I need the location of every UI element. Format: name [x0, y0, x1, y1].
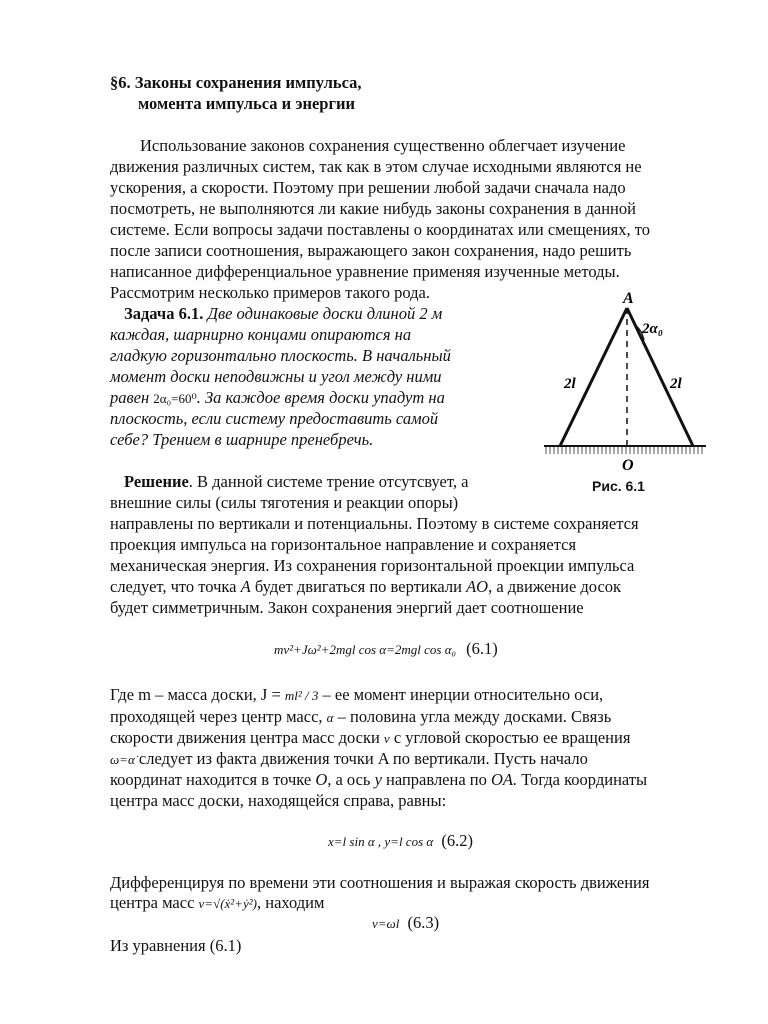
- text-line: центра масс доски, находящейся справа, равны:: [110, 791, 447, 810]
- equation-6-1-number: (6.1): [466, 639, 498, 658]
- problem-line: [110, 387, 445, 409]
- inertia-math: ml² / 3: [284, 688, 319, 703]
- text-line: Из уравнения (6.1): [110, 936, 242, 955]
- text: – половина угла между досками. Связь: [333, 707, 612, 726]
- text: направлена по: [381, 770, 491, 789]
- label-left-length: 2l: [564, 376, 576, 392]
- equation-6-3-number: (6.3): [407, 913, 440, 932]
- intro-line: после записи соотношения, выражающего закон сохранения, надо решить: [110, 241, 632, 260]
- solution-text: а движение досок: [492, 577, 622, 596]
- equation-6-3-math: v=ωl: [372, 916, 400, 931]
- v-math: v: [383, 731, 390, 746]
- text-line: [110, 706, 611, 728]
- problem-line: плоскость, если систему предоставить самой: [110, 409, 439, 428]
- figure-caption: Рис. 6.1: [592, 478, 645, 494]
- solution-text: будет двигаться по вертикали: [250, 577, 467, 596]
- text: проходящей через центр масс,: [110, 707, 327, 726]
- problem-label: Задача 6.1.: [124, 304, 204, 323]
- text: – ее момент инерции относительно оси,: [318, 685, 604, 704]
- text: скорости движения центра масс доски: [110, 728, 384, 747]
- problem-text: . За каждое время доски упадут на: [196, 388, 445, 407]
- problem-line: каждая, шарнирно концами опираются на: [110, 325, 412, 344]
- problem-text: равен: [110, 388, 154, 407]
- problem-text: Две одинаковые доски длиной 2 м: [207, 304, 443, 323]
- text: Тогда координаты: [517, 770, 648, 789]
- omega-math: ω=α̇: [110, 752, 135, 767]
- intro-line: написанное дифференциальное уравнение применяя изученные методы.: [110, 262, 620, 281]
- equation-6-1-math: mv²+Jω²+2mgl cos α=2mgl cos α₀: [274, 642, 457, 657]
- section-title-line2: момента импульса и энергии: [138, 94, 355, 113]
- text: центра масс: [110, 893, 199, 912]
- text: а ось: [331, 770, 375, 789]
- intro-line: посмотреть, не выполняются ли какие нибудь законы сохранения в данной: [110, 199, 636, 218]
- intro-line: системе. Если вопросы задачи поставлены о координатах или смещениях, то: [110, 220, 650, 239]
- axis-ao-ref: AO,: [466, 577, 493, 596]
- problem-line: себе? Трением в шарнире пренебречь.: [110, 430, 374, 449]
- text-line: [110, 769, 647, 790]
- text: координат находится в точке: [110, 770, 316, 789]
- point-a-ref: A: [240, 577, 251, 596]
- text: с угловой скоростью ее вращения: [389, 728, 631, 747]
- velocity-math: v=√(ẋ²+ẏ²): [198, 896, 257, 911]
- equation-6-2: [328, 831, 473, 851]
- text: следует из факта движения точки A по вертикали. Пусть начало: [134, 749, 588, 768]
- problem-angle-math: 2α₀=60⁰: [153, 391, 197, 406]
- text-line: [110, 684, 603, 706]
- label-a: A: [623, 290, 634, 307]
- figure-boards-triangle: [540, 288, 710, 478]
- section-title-line1: §6. Законы сохранения импульса,: [110, 73, 362, 92]
- intro-line: Использование законов сохранения существенно облегчает изучение: [140, 136, 626, 155]
- solution-line: направлены по вертикали и потенциальны. Поэтому в системе сохраняется: [110, 514, 639, 533]
- equation-6-1: [274, 639, 498, 659]
- text-line: [110, 748, 588, 770]
- equation-6-2-math: x=l sin α , y=l cos α: [328, 834, 434, 849]
- label-o: O: [622, 457, 634, 474]
- equation-6-2-number: (6.2): [441, 831, 473, 850]
- solution-line: [110, 576, 621, 597]
- solution-label: Решение: [124, 472, 189, 491]
- text-line: [110, 892, 324, 914]
- text: Где m – масса доски, J =: [110, 685, 285, 704]
- text: , находим: [256, 893, 325, 912]
- solution-text: . В данной системе трение отсутсвует, а: [188, 472, 469, 491]
- label-right-length: 2l: [670, 376, 682, 392]
- intro-line: ускорения, а скорости. Поэтому при решении любой задачи сначала надо: [110, 178, 626, 197]
- intro-line: движения различных систем, так как в этом случае исходными являются не: [110, 157, 642, 176]
- solution-line: механическая энергия. Из сохранения горизонтальной проекции импульса: [110, 556, 635, 575]
- solution-line: будет симметричным. Закон сохранения энергий дает соотношение: [110, 598, 584, 617]
- label-angle: 2α₀: [642, 321, 664, 337]
- alpha-math: α: [326, 710, 334, 725]
- problem-line: момент доски неподвижны и угол между ними: [110, 367, 442, 386]
- problem-line: гладкую горизонтально плоскость. В начальный: [110, 346, 451, 365]
- point-o-ref: O,: [315, 770, 332, 789]
- solution-text: следует, что точка: [110, 577, 241, 596]
- solution-line: [124, 471, 468, 492]
- ground-hatching: [546, 447, 702, 454]
- solution-line: внешние силы (силы тяготения и реакции опоры): [110, 493, 459, 512]
- axis-oa-ref: OA.: [491, 770, 518, 789]
- problem-line: [124, 303, 442, 324]
- solution-line: проекция импульса на горизонтальное направление и сохраняется: [110, 535, 577, 554]
- equation-6-3: [372, 913, 439, 933]
- text-line: Дифференцируя по времени эти соотношения и выражая скорость движения: [110, 873, 650, 892]
- text-line: [110, 727, 630, 749]
- axis-y-ref: y: [374, 770, 382, 789]
- intro-line: Рассмотрим несколько примеров такого рода.: [110, 283, 430, 302]
